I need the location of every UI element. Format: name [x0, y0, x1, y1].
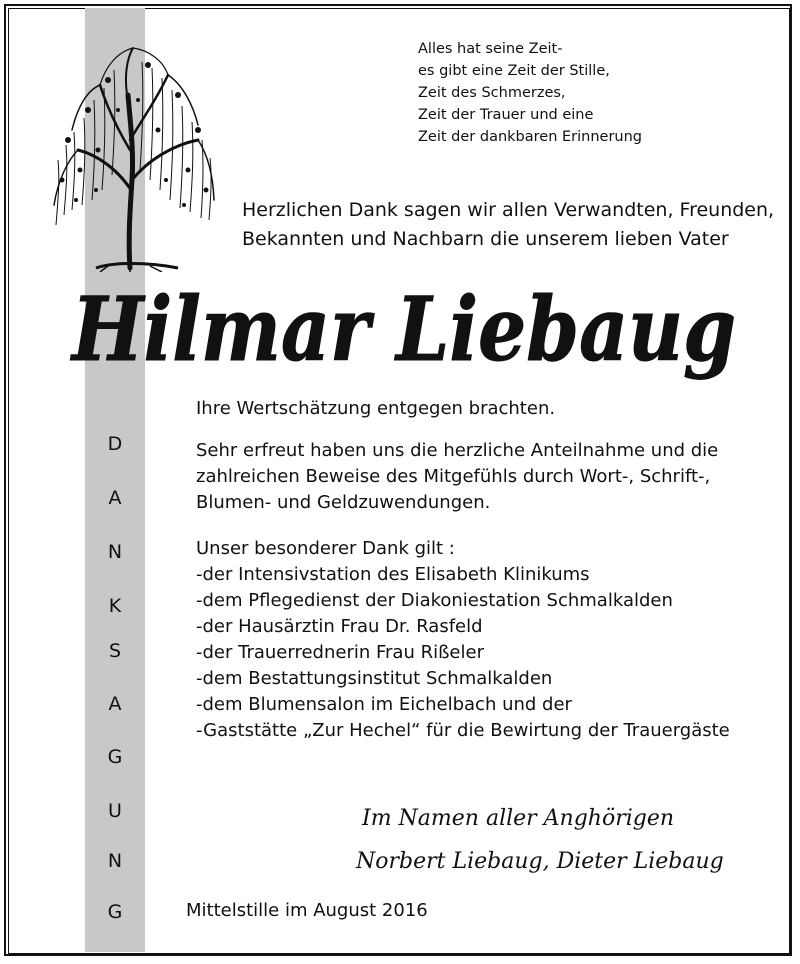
body-line: Ihre Wertschätzung entgegen brachten. — [196, 398, 556, 419]
body-line: zahlreichen Beweise des Mitgefühls durch Wort-, Schrift-, — [196, 466, 711, 487]
vertical-letter: U — [108, 800, 122, 822]
body-line: Blumen- und Geldzuwendungen. — [196, 492, 491, 513]
vertical-letter: A — [108, 693, 122, 715]
place-date: Mittelstille im August 2016 — [186, 900, 428, 921]
weeping-willow-illustration — [38, 40, 220, 272]
list-item: -Gaststätte „Zur Hechel“ für die Bewirtung der Trauergäste — [196, 720, 730, 741]
poem-line: Alles hat seine Zeit- — [418, 41, 563, 57]
vertical-letter: G — [107, 746, 123, 768]
list-item: -dem Blumensalon im Eichelbach und der — [196, 694, 572, 715]
paragraph-sympathy — [196, 438, 718, 516]
poem-line: es gibt eine Zeit der Stille, — [418, 63, 610, 79]
deceased-name — [0, 280, 800, 405]
vertical-letter: N — [107, 541, 123, 563]
appreciation-line — [196, 396, 555, 422]
vertical-letter: N — [107, 850, 123, 872]
poem — [418, 38, 642, 148]
list-item: -der Hausärztin Frau Dr. Rasfeld — [196, 616, 483, 637]
list-item: -der Trauerrednerin Frau Rißeler — [196, 642, 484, 663]
poem-line: Zeit der dankbaren Erinnerung — [418, 129, 642, 145]
vertical-letter: G — [107, 901, 123, 923]
vertical-letter: K — [108, 595, 122, 617]
intro-line: Herzlichen Dank sagen wir allen Verwandten, Freunden, — [242, 199, 775, 221]
list-item: -dem Pflegedienst der Diakoniestation Schmalkalden — [196, 590, 673, 611]
poem-line: Zeit des Schmerzes, — [418, 85, 566, 101]
intro-line: Bekannten und Nachbarn die unserem lieben Vater — [242, 228, 729, 250]
list-item: -der Intensivstation des Elisabeth Klinikums — [196, 564, 590, 585]
vertical-letter: S — [108, 640, 122, 662]
poem-line: Zeit der Trauer und eine — [418, 107, 594, 123]
signature-line-1: Im Namen aller Anghörigen — [362, 806, 675, 831]
vertical-letter: D — [107, 433, 123, 455]
vertical-letter: A — [108, 487, 122, 509]
svg-text:Hilmar Liebaug: Hilmar Liebaug — [69, 280, 736, 381]
list-heading: Unser besonderer Dank gilt : — [196, 538, 455, 559]
list-item: -dem Bestattungsinstitut Schmalkalden — [196, 668, 553, 689]
intro-text — [242, 196, 774, 254]
body-line: Sehr erfreut haben uns die herzliche Anteilnahme und die — [196, 440, 719, 461]
signature-line-2: Norbert Liebaug, Dieter Liebaug — [356, 849, 724, 874]
thanks-list — [196, 536, 730, 744]
